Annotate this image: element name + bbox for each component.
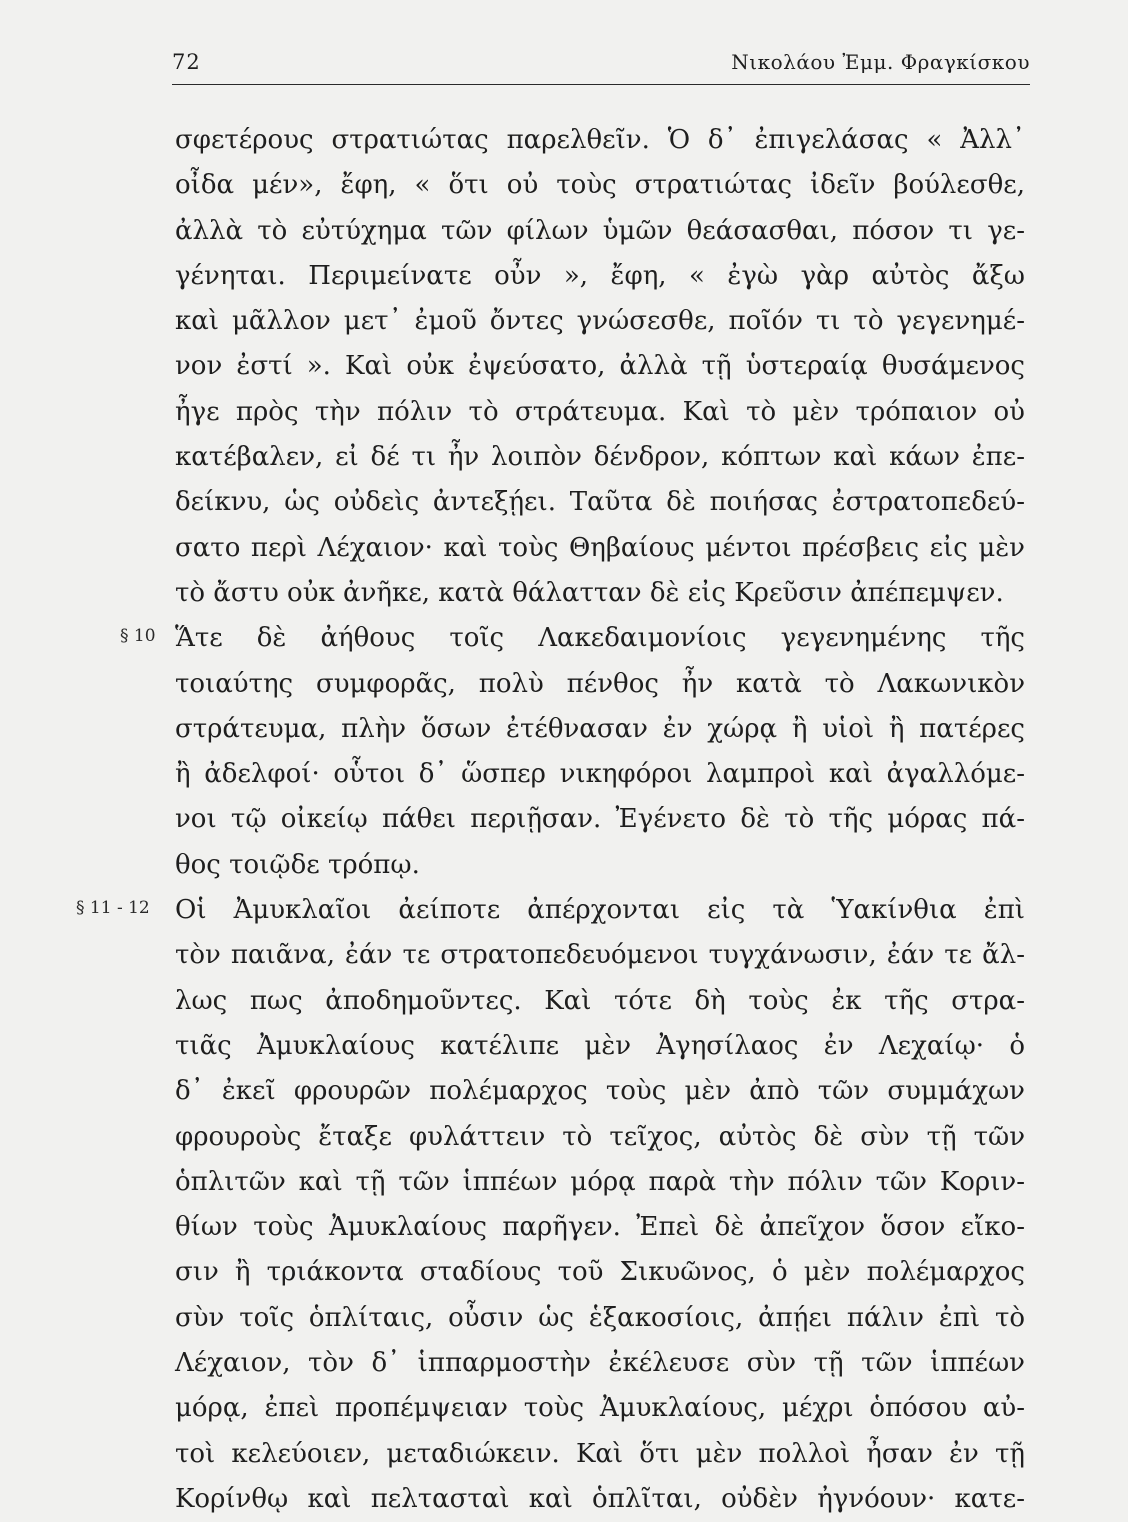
text-line: σφετέρους στρατιώτας παρελθεῖν. Ὁ δ᾽ ἐπιγελάσας « Ἀλλ᾽ [175, 125, 1025, 155]
text-line: σὺν τοῖς ὁπλίταις, οὖσιν ὡς ἑξακοσίοις, ἀπῄει πάλιν ἐπὶ τὸ [175, 1302, 1025, 1333]
text-line: τοιαύτης συμφορᾶς, πολὺ πένθος ἦν κατὰ τὸ Λακωνικὸν [175, 668, 1025, 699]
text-line: μόρᾳ, ἐπεὶ προπέμψειαν τοὺς Ἀμυκλαίους, μέχρι ὁπόσου αὐ- [175, 1393, 1025, 1424]
text-line: τιᾶς Ἀμυκλαίους κατέλιπε μὲν Ἀγησίλαος ἐν Λεχαίῳ· ὁ [175, 1030, 1025, 1061]
text-line: ἢ ἀδελφοί· οὗτοι δ᾽ ὥσπερ νικηφόροι λαμπροὶ καὶ ἀγαλλόμε- [175, 759, 1025, 790]
text-line: Ἅτε δὲ ἀήθους τοῖς Λακεδαιμονίοις γεγενημένης τῆς [175, 623, 1025, 654]
text-line: γένηται. Περιμείνατε οὖν », ἔφη, « ἐγὼ γὰρ αὐτὸς ἄξω [175, 260, 1025, 291]
text-line: νον ἐστί ». Καὶ οὐκ ἐψεύσατο, ἀλλὰ τῇ ὑστεραίᾳ θυσάμενος [175, 351, 1025, 382]
text-line: τὸν παιᾶνα, ἐάν τε στρατοπεδευόμενοι τυγχάνωσιν, ἐάν τε ἄλ- [175, 940, 1025, 971]
text-line: τὸ ἄστυ οὐκ ἀνῆκε, κατὰ θάλατταν δὲ εἰς Κρεῦσιν ἀπέπεμψεν. [175, 577, 1004, 608]
text-line: δείκνυ, ὡς οὐδεὶς ἀντεξῄει. Ταῦτα δὲ ποιήσας ἐστρατοπεδεύ- [175, 487, 1025, 518]
text-line: ἦγε πρὸς τὴν πόλιν τὸ στράτευμα. Καὶ τὸ μὲν τρόπαιον οὐ [175, 396, 1025, 427]
text-line: σατο περὶ Λέχαιον· καὶ τοὺς Θηβαίους μέντοι πρέσβεις εἰς μὲν [175, 532, 1025, 563]
text-line: σιν ἢ τριάκοντα σταδίους τοῦ Σικυῶνος, ὁ μὲν πολέμαρχος [175, 1257, 1025, 1288]
text-line: στράτευμα, πλὴν ὅσων ἐτέθνασαν ἐν χώρᾳ ἢ υἱοὶ ἢ πατέρες [175, 713, 1025, 744]
text-line: φρουροὺς ἔταξε φυλάττειν τὸ τεῖχος, αὐτὸς δὲ σὺν τῇ τῶν [175, 1121, 1025, 1152]
text-line: λως πως ἀποδημοῦντες. Καὶ τότε δὴ τοὺς ἐκ τῆς στρα- [175, 985, 1025, 1016]
text-line: θος τοιῷδε τρόπῳ. [175, 849, 420, 880]
section-marker: § 10 [120, 626, 156, 647]
text-line: ἀλλὰ τὸ εὐτύχημα τῶν φίλων ὑμῶν θεάσασθαι, πόσον τι γε- [175, 215, 1025, 246]
text-line: ὁπλιτῶν καὶ τῇ τῶν ἱππέων μόρᾳ παρὰ τὴν πόλιν τῶν Κοριν- [175, 1166, 1025, 1197]
text-line: νοι τῷ οἰκείῳ πάθει περιῇσαν. Ἐγένετο δὲ τὸ τῆς μόρας πά- [175, 804, 1025, 835]
text-line: τοὶ κελεύοιεν, μεταδιώκειν. Καὶ ὅτι μὲν πολλοὶ ἦσαν ἐν τῇ [175, 1438, 1025, 1469]
section-marker: § 11 - 12 [76, 898, 150, 919]
text-line: θίων τοὺς Ἀμυκλαίους παρῆγεν. Ἐπεὶ δὲ ἀπεῖχον ὅσον εἴκο- [175, 1212, 1025, 1243]
text-line: καὶ μᾶλλον μετ᾽ ἐμοῦ ὄντες γνώσεσθε, ποῖόν τι τὸ γεγενημέ- [175, 306, 1025, 337]
text-line: δ᾽ ἐκεῖ φρουρῶν πολέμαρχος τοὺς μὲν ἀπὸ τῶν συμμάχων [175, 1076, 1025, 1107]
text-line: κατέβαλεν, εἰ δέ τι ἦν λοιπὸν δένδρον, κόπτων καὶ κάων ἐπε- [175, 442, 1025, 473]
running-head [172, 44, 1030, 85]
running-head-author: Νικολάου Ἐμμ. Φραγκίσκου [731, 50, 1030, 74]
page-number: 72 [172, 50, 201, 74]
text-line: Κορίνθῳ καὶ πελτασταὶ καὶ ὁπλῖται, οὐδὲν ἠγνόουν· κατε- [175, 1483, 1025, 1514]
body-text [175, 118, 1025, 1522]
text-line: οἶδα μέν», ἔφη, « ὅτι οὐ τοὺς στρατιώτας ἰδεῖν βούλεσθε, [175, 170, 1025, 201]
text-line: Λέχαιον, τὸν δ᾽ ἱππαρμοστὴν ἐκέλευσε σὺν τῇ τῶν ἱππέων [175, 1348, 1025, 1379]
text-line: Οἱ Ἀμυκλαῖοι ἀείποτε ἀπέρχονται εἰς τὰ Ὑακίνθια ἐπὶ [175, 895, 1025, 926]
